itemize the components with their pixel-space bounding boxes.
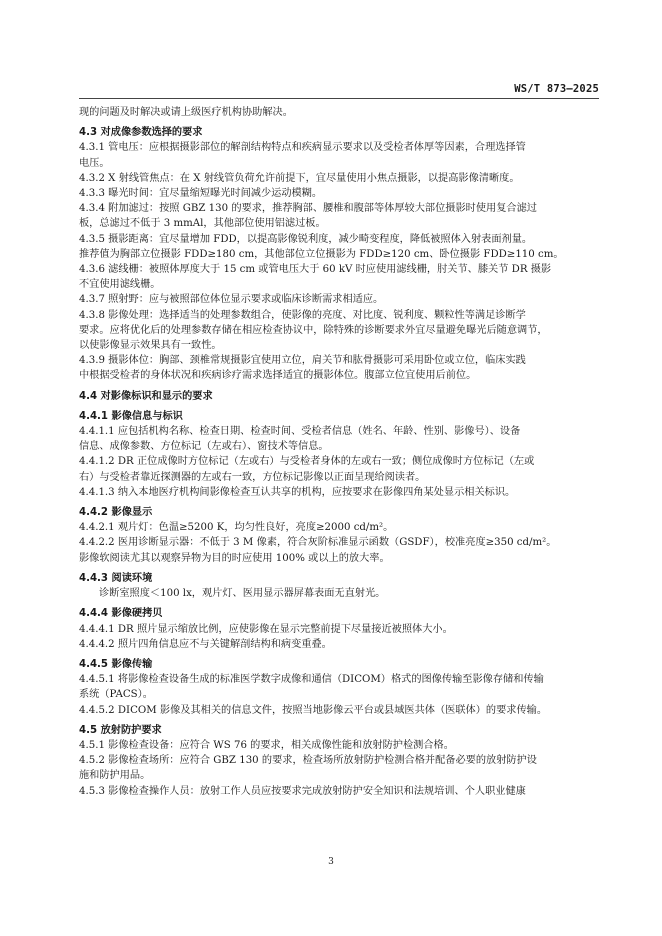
section-heading: 4.3 对成像参数选择的要求 [79,127,203,139]
paragraph-line: 4.5.3 影像检查操作人员：放射工作人员应按要求完成放射防护安全知识和法规培训、个人职业健康 [79,785,526,797]
section-heading: 4.4 对影像标识和显示的要求 [79,390,213,402]
paragraph-line: 4.4.1.3 纳入本地医疗机构间影像检查互认共享的机构，应按要求在影像四角某处显示相关标识。 [79,486,516,498]
paragraph-line: 4.4.5.1 将影像检查设备生成的标准医学数字成像和通信（DICOM）格式的图像传输至影像存储和传输 [79,674,544,686]
paragraph-line: 电压。 [79,157,110,169]
section-heading: 4.5 放射防护要求 [79,724,162,736]
paragraph-line: 诊断室照度＜100 lx，观片灯、医用显示器屏幕表面无直射光。 [99,588,386,600]
paragraph-line: 板，总滤过不低于 3 mmAl，其他部位使用铝滤过板。 [79,218,326,230]
section-heading: 4.4.2 影像显示 [79,507,153,519]
standard-number: WS/T 873—2025 [514,83,599,95]
page-number: 3 [328,857,334,867]
paragraph-line: 4.3.8 影像处理：选择适当的处理参数组合，使影像的亮度、对比度、锐利度、颗粒性等满足诊断学 [79,309,526,321]
paragraph-line: 4.4.1.1 应包括机构名称、检查日期、检查时间、受检者信息（姓名、年龄、性别、影像号）、设备 [79,426,521,438]
paragraph-line: 4.3.2 X 射线管焦点：在 X 射线管负荷允许前提下，宜尽量使用小焦点摄影，以提高影像清晰度。 [79,172,520,184]
paragraph-line: 4.4.2.1 观片灯：色温≥5200 K，均匀性良好，亮度≥2000 cd/m²。 [79,522,394,534]
section-heading: 4.4.3 阅读环境 [79,572,153,584]
paragraph-line: 要求。应将优化后的处理参数存储在相应检查协议中，除特殊的诊断要求外宜尽量避免曝光后随意调节， [79,324,548,336]
paragraph-line: 4.4.5.2 DICOM 影像及其相关的信息文件，按照当地影像云平台或县域医共体（医联体）的要求传输。 [79,704,548,716]
paragraph-line: 4.3.3 曝光时间：宜尽量缩短曝光时间减少运动模糊。 [79,188,323,200]
paragraph-line: 4.5.2 影像检查场所：应符合 GBZ 130 的要求，检查场所放射防护检测合格并配备必要的放射防护设 [79,755,537,767]
page-body [79,105,601,799]
paragraph-line: 4.3.1 管电压：应根据摄影部位的解剖结构特点和疾病显示要求以及受检者体厚等因素，合理选择管 [79,142,526,154]
paragraph-line: 4.4.4.2 照片四角信息应不与关键解剖结构和病变重叠。 [79,638,332,650]
paragraph-line: 不宜使用滤线栅。 [79,279,161,291]
header-rule [79,98,599,99]
paragraph-line: 4.3.9 摄影体位：胸部、颈椎常规摄影宜使用立位，肩关节和肱骨摄影可采用卧位或立位，临床实践 [79,355,526,367]
paragraph-line: 施和防护用品。 [79,770,151,782]
section-heading: 4.4.1 影像信息与标识 [79,410,183,422]
paragraph-line: 信息、成像参数、方位标记（左或右）、窗技术等信息。 [79,441,329,453]
paragraph-line: 4.4.2.2 医用诊断显示器：不低于 3 M 像素，符合灰阶标准显示函数（GSDF），校准亮度≥350 cd/m²。 [79,537,557,549]
paragraph-line: 影像软阅读尤其以观察异物为目的时应使用 100% 或以上的放大率。 [79,552,390,564]
paragraph-line: 4.3.5 摄影距离：宜尽量增加 FDD，以提高影像锐利度，减少畸变程度，降低被照体入射表面剂量。 [79,233,533,245]
paragraph-line: 4.4.4.1 DR 照片显示缩放比例，应使影像在显示完整前提下尽量接近被照体大小。 [79,623,453,635]
paragraph-line: 中根据受检者的身体状况和疾病诊疗需求选择适宜的摄影体位。腹部立位宜使用后前位。 [79,370,477,382]
paragraph-line: 现的问题及时解决或请上级医疗机构协助解决。 [79,107,293,118]
paragraph-line: 右）与受检者靠近探测器的左或右一致，方位标记影像以正面呈现给阅读者。 [79,471,426,483]
paragraph-line: 4.3.6 滤线栅：被照体厚度大于 15 cm 或管电压大于 60 kV 时应使用滤线栅，肘关节、膝关节 DR 摄影 [79,264,552,276]
section-heading: 4.4.4 影像硬拷贝 [79,608,163,620]
paragraph-line: 4.4.1.2 DR 正位成像时方位标记（左或右）与受检者身体的左或右一致；侧位成像时方位标记（左或 [79,456,535,468]
paragraph-line: 系统（PACS）。 [79,689,153,701]
paragraph-line: 4.3.4 附加滤过：按照 GBZ 130 的要求，推荐胸部、腰椎和腹部等体厚较大部位摄影时使用复合滤过 [79,203,537,215]
paragraph-line: 4.3.7 照射野：应与被照部位体位显示要求或临床诊断需求相适应。 [79,294,384,306]
paragraph-line: 以使影像显示效果具有一致性。 [79,340,222,352]
paragraph-line: 推荐值为胸部立位摄影 FDD≥180 cm，其他部位立位摄影为 FDD≥120 cm、卧位摄影 FDD≥110 cm。 [79,248,564,260]
section-heading: 4.4.5 影像传输 [79,658,153,670]
paragraph-line: 4.5.1 影像检查设备：应符合 WS 76 的要求，相关成像性能和放射防护检测合格。 [79,739,454,751]
